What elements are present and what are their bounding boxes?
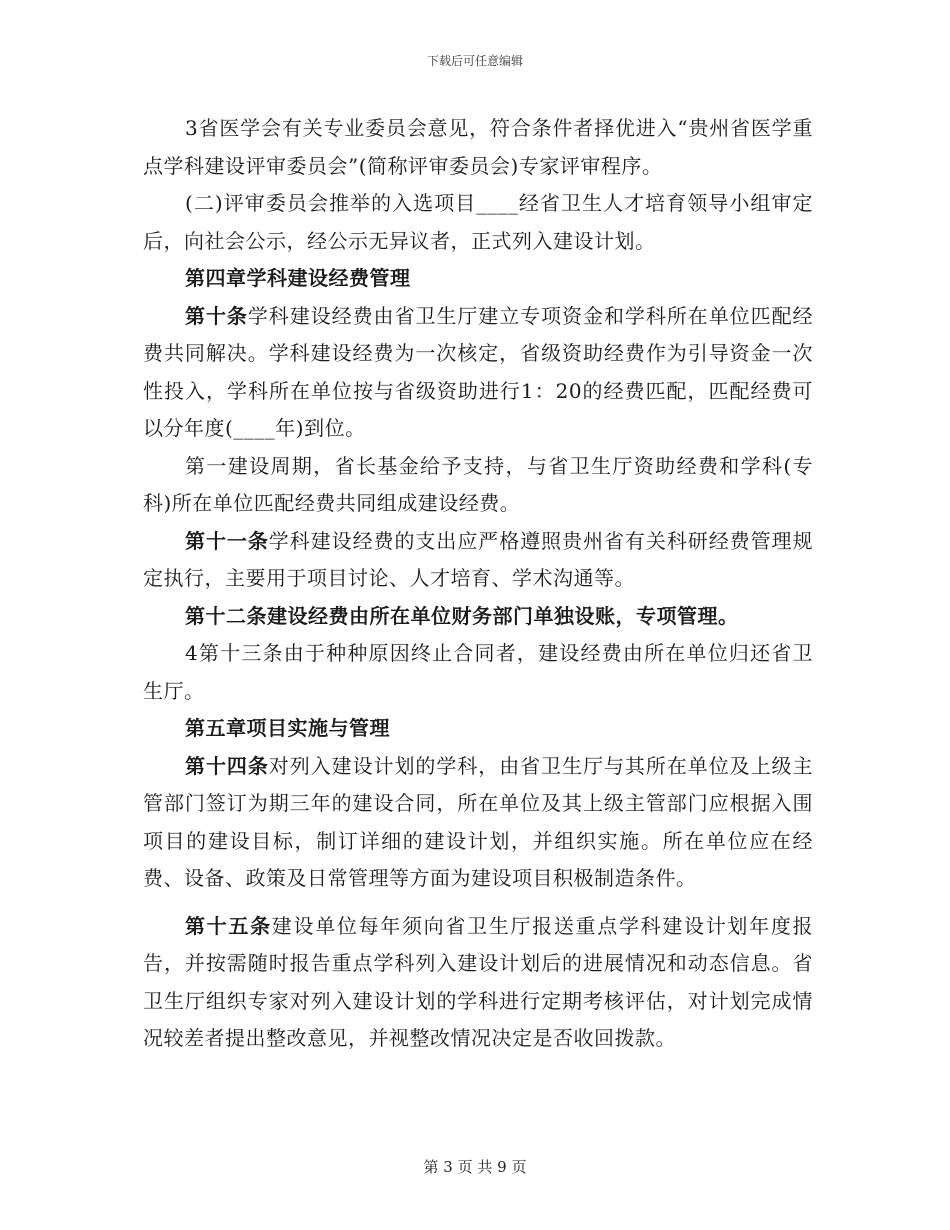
article-fourteen [143,748,813,898]
page-header-note: 下载后可任意编辑 [426,54,523,68]
article-number: 第十四条 [185,753,269,778]
paragraph-text: 4第十三条由于种种原因终止合同者，建设经费由所在单位归还省卫生厅。 [143,641,813,703]
article-eleven [143,523,813,598]
document-body [143,110,813,1058]
article-ten [143,298,813,448]
paragraph-gap [143,898,813,908]
heading-text: 第五章项目实施与管理 [185,716,390,740]
chapter-five-heading [143,710,813,748]
paragraph-text: (二)评审委员会推举的入选项目____经省卫生人才培育领导小组审定后，向社会公示，经公示无异议者，正式列入建设计划。 [143,191,813,253]
article-number: 第十一条 [185,528,269,553]
paragraph-first-cycle [143,448,813,523]
article-number: 第十条 [185,303,248,328]
paragraph-text: 3省医学会有关专业委员会意见，符合条件者择优进入“贵州省医学重点学科建设评审委员会”(简称评审委员会)专家评审程序。 [143,116,813,178]
page-footer: 第 3 页 共 9 页 [423,1158,527,1176]
article-text: 对列入建设计划的学科，由省卫生厅与其所在单位及上级主管部门签订为期三年的建设合同，所在单位及其上级主管部门应根据入围项目的建设目标，制订详细的建设计划，并组织实施。所在单位应在经费、设备、政策及日常管理等方面为建设项目积极制造条件。 [143,753,814,890]
article-fifteen [143,908,813,1058]
article-text: 学科建设经费由省卫生厅建立专项资金和学科所在单位匹配经费共同解决。学科建设经费为一次核定，省级资助经费作为引导资金一次性投入，学科所在单位按与省级资助进行1：20的经费匹配，匹配经费可以分年度(____年)到位。 [143,303,814,440]
article-text: 建设单位每年须向省卫生厅报送重点学科建设计划年度报告，并按需随时报告重点学科列入建设计划后的进展情况和动态信息。省卫生厅组织专家对列入建设计划的学科进行定期考核评估，对计划完成情况较差者提出整改意见，并视整改情况决定是否收回拨款。 [143,913,814,1050]
article-thirteen [143,635,813,710]
article-number: 第十五条 [185,913,272,938]
paragraph-selected-projects [143,185,813,260]
heading-text: 第四章学科建设经费管理 [185,266,411,290]
heading-text: 第十二条建设经费由所在单位财务部门单独设账，专项管理。 [185,603,739,628]
article-text: 学科建设经费的支出应严格遵照贵州省有关科研经费管理规定执行，主要用于项目讨论、人才培育、学术沟通等。 [143,528,814,590]
paragraph-text: 第一建设周期，省长基金给予支持，与省卫生厅资助经费和学科(专科)所在单位匹配经费共同组成建设经费。 [143,453,813,515]
article-twelve [143,598,813,636]
paragraph-expert-review [143,110,813,185]
chapter-four-heading [143,260,813,298]
